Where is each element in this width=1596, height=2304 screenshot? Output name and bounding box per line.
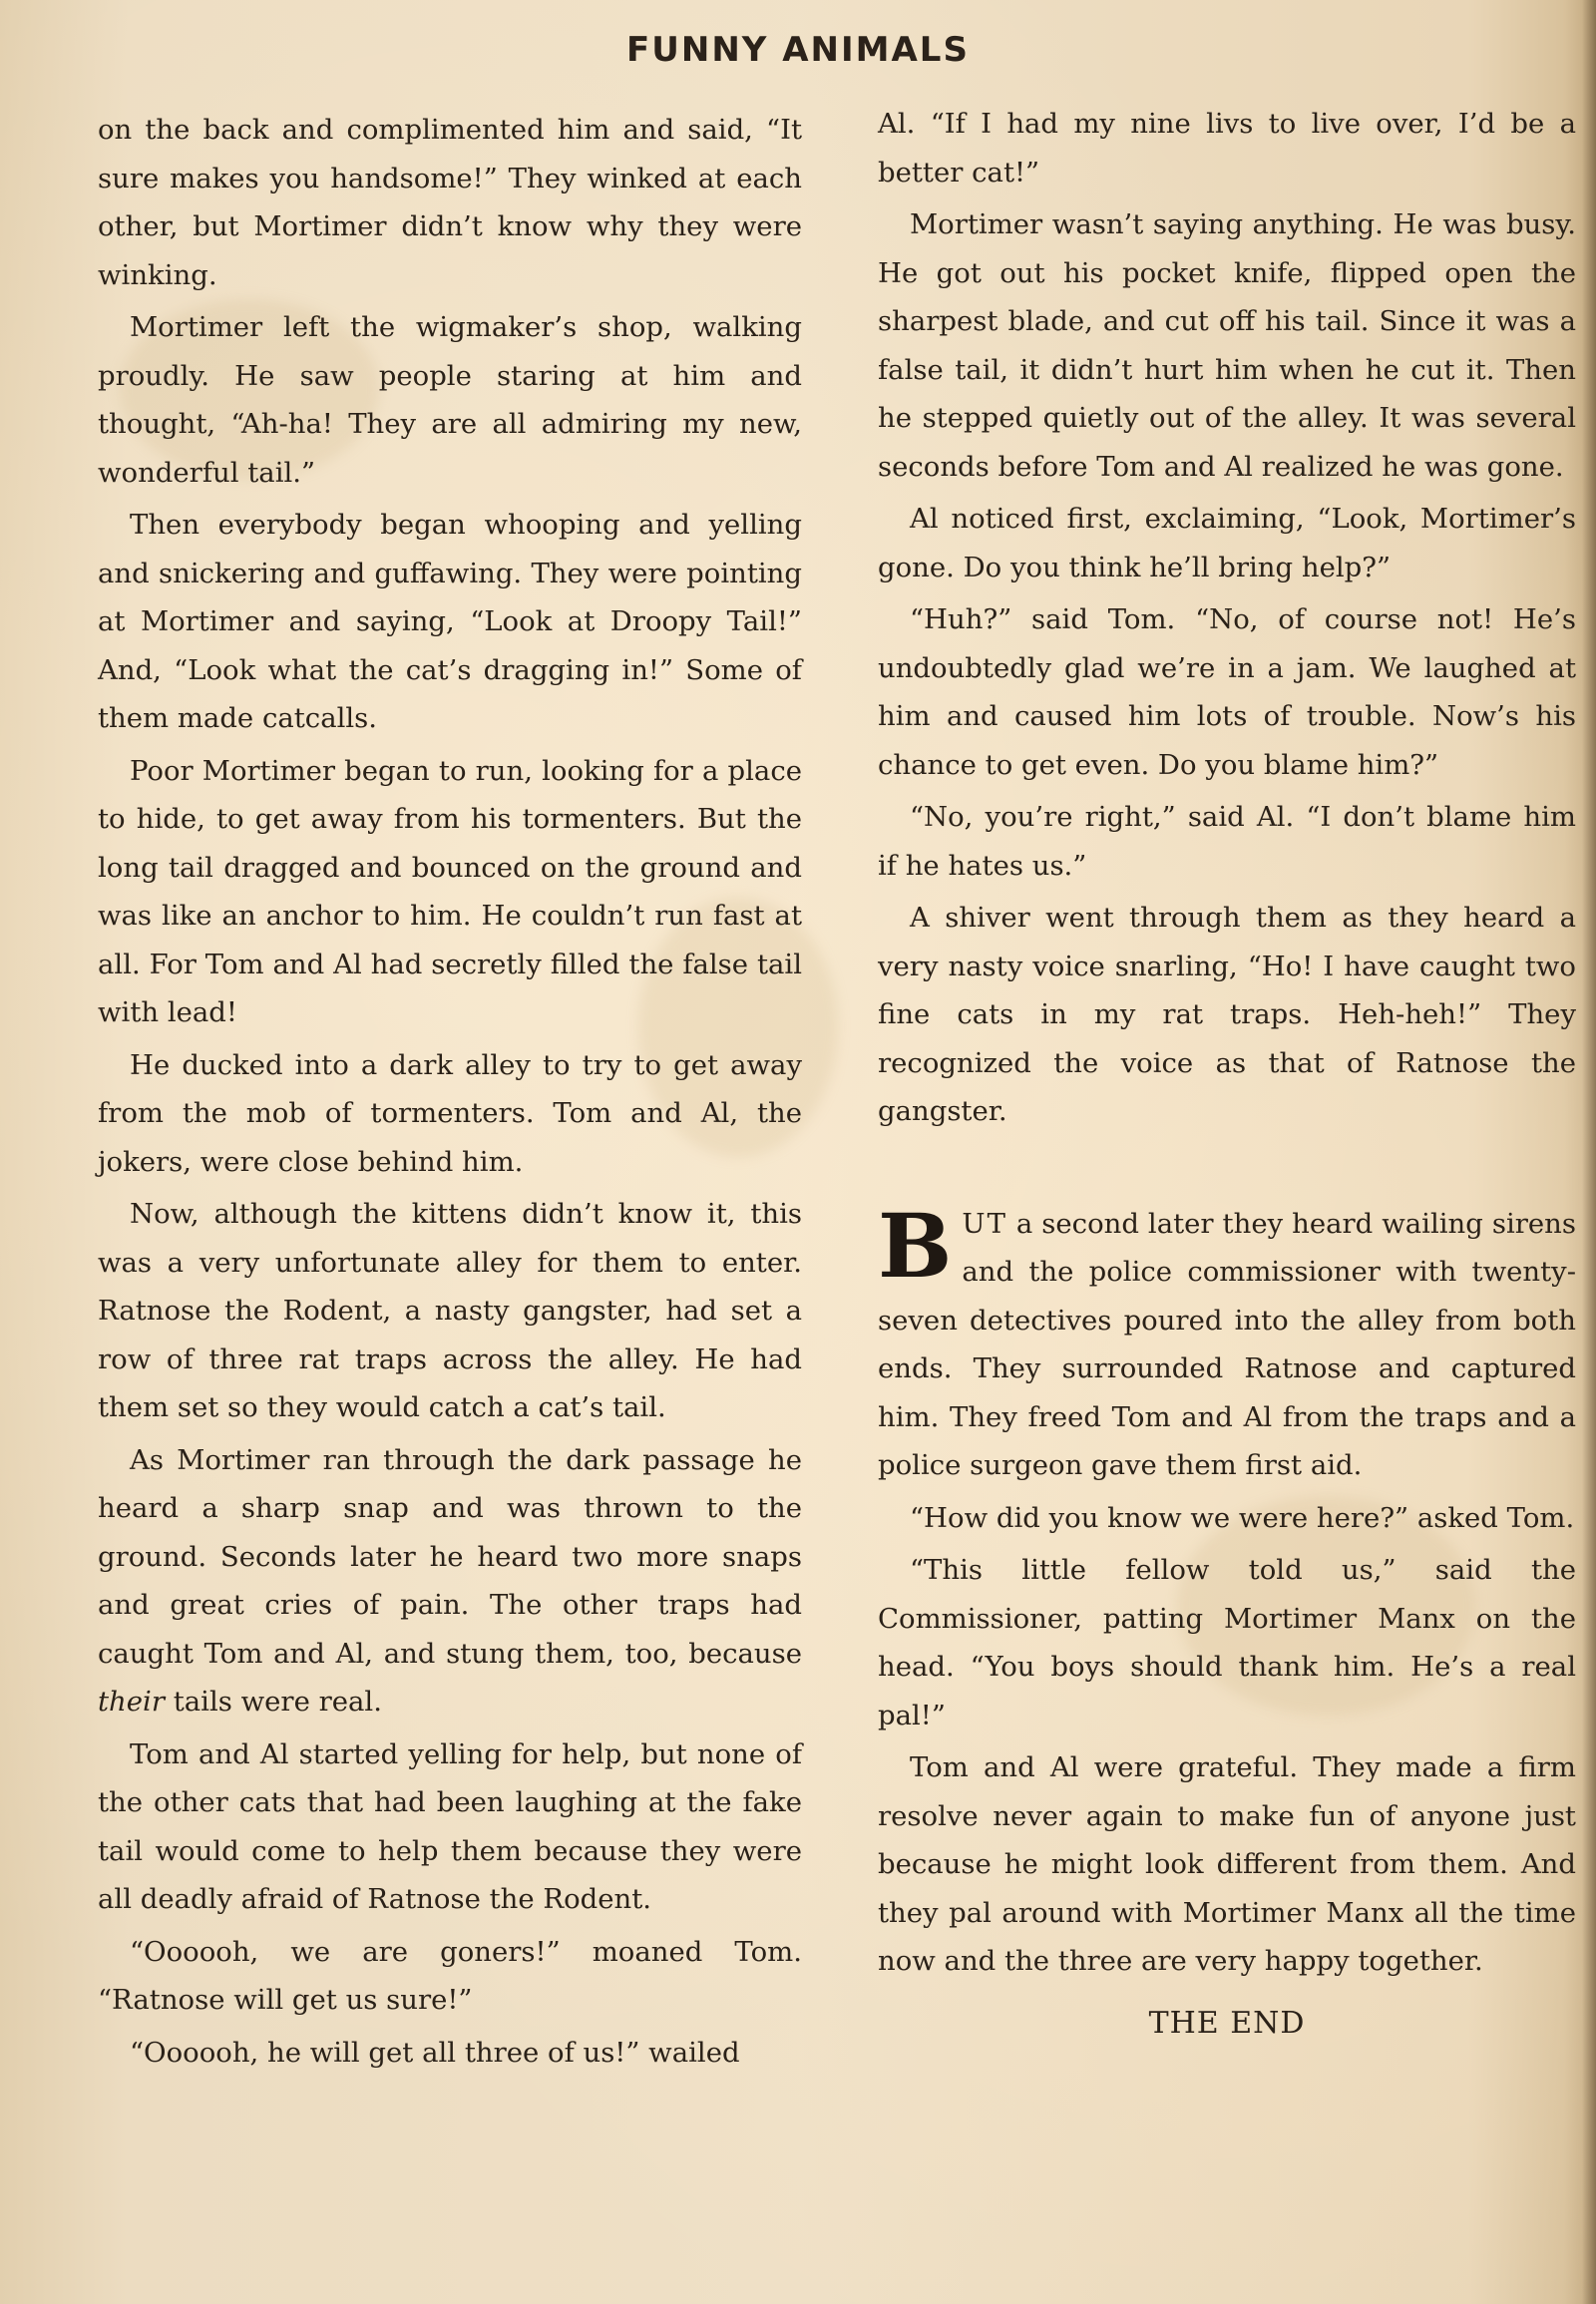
dropcap-paragraph [878,1193,1576,1490]
drop-cap: B [878,1193,953,1298]
paragraph: “No, you’re right,” said Al. “I don’t blame him if he hates us.” [878,801,1576,882]
paragraph: Poor Mortimer began to run, looking for a place to hide, to get away from his tormenters. But the long tail dragged and bounced on the ground and was like an anchor to him. He couldn’t run fast at all. For Tom and Al had secretly filled the false tail with lead! [98,754,802,1028]
paragraph: “Oooooh, he will get all three of us!” wailed [130,2036,740,2069]
page-edge-shadow [1582,0,1596,2304]
section-break [878,1140,1576,1200]
paragraph: Mortimer left the wigmaker’s shop, walking proudly. He saw people staring at him and thought, “Ah-ha! They are all admiring my new, wonderful tail.” [98,311,802,489]
paragraph: on the back and complimented him and said, “It sure makes you handsome!” They winked at each other, but Mortimer didn’t know why they were winking. [98,114,802,291]
left-column [98,106,802,2081]
paragraph: “Oooooh, we are goners!” moaned Tom. “Ratnose will get us sure!” [98,1935,802,2016]
dropcap-lead: UT [962,1207,1007,1240]
paragraph: Tom and Al started yelling for help, but none of the other cats that had been laughing at the fake tail would come to help them because they were all deadly afraid of Ratnose the Rodent. [98,1737,802,1915]
paragraph: “Huh?” said Tom. “No, of course not! He’s undoubtedly glad we’re in a jam. We laughed at him and caused him lots of trouble. Now’s his chance to get even. Do you blame him?” [878,603,1576,781]
the-end-label: THE END [1148,2005,1306,2041]
text-run: a second later they heard wailing sirens and the police commissioner with twenty-seven detectives poured into the alley from both ends. They surrounded Ratnose and captured him. They freed Tom and Al from the traps and a police surgeon gave them first aid. [878,1207,1576,1481]
paragraph: Mortimer wasn’t saying anything. He was busy. He got out his pocket knife, flipped open the sharpest blade, and cut off his tail. Since it was a false tail, it didn’t hurt him when he cut it. Then he stepped quietly out of the alley. It was several seconds before Tom and Al realized he was gone. [878,208,1576,483]
paragraph: “How did you know we were here?” asked Tom. [910,1501,1575,1534]
paragraph: “This little fellow told us,” said the Commissioner, patting Mortimer Manx on the head. “You boys should thank him. He’s a real pal!” [878,1554,1576,1731]
paragraph: A shiver went through them as they heard a very nasty voice snarling, “Ho! I have caught two fine cats in my rat traps. Heh-heh!” They recognized the voice as that of Ratnose the gangster. [878,902,1576,1127]
running-title: FUNNY ANIMALS [626,30,970,70]
text-run: As Mortimer ran through the dark passage he heard a sharp snap and was thrown to the ground. Seconds later he heard two more snaps and great cries of pain. The other traps had caught Tom and Al, and stung them, too, because [98,1443,802,1670]
paragraph: Then everybody began whooping and yelling and snickering and guffawing. They were pointing at Mortimer and saying, “Look at Droopy Tail!” And, “Look what the cat’s dragging in!” Some of them made catcalls. [98,509,802,734]
paragraph [98,1436,802,1727]
paragraph: Al. “If I had my nine livs to live over, I’d be a better cat!” [878,108,1576,189]
right-column [878,100,1576,2052]
paragraph: Al noticed first, exclaiming, “Look, Mortimer’s gone. Do you think he’ll bring help?” [878,503,1576,583]
text-run: tails were real. [164,1686,382,1718]
italic-text: their [98,1686,165,1718]
paragraph: Now, although the kittens didn’t know it, this was a very unfortunate alley for them to enter. Ratnose the Rodent, a nasty gangster, had set a row of three rat traps across the alley. He had them set so they would catch a cat’s tail. [98,1198,802,1423]
paragraph: Tom and Al were grateful. They made a firm resolve never again to make fun of anyone just because he might look different from them. And they pal around with Mortimer Manx all the time now and the three are very happy together. [878,1751,1576,1977]
paragraph: He ducked into a dark alley to try to get away from the mob of tormenters. Tom and Al, the jokers, were close behind him. [98,1048,802,1178]
